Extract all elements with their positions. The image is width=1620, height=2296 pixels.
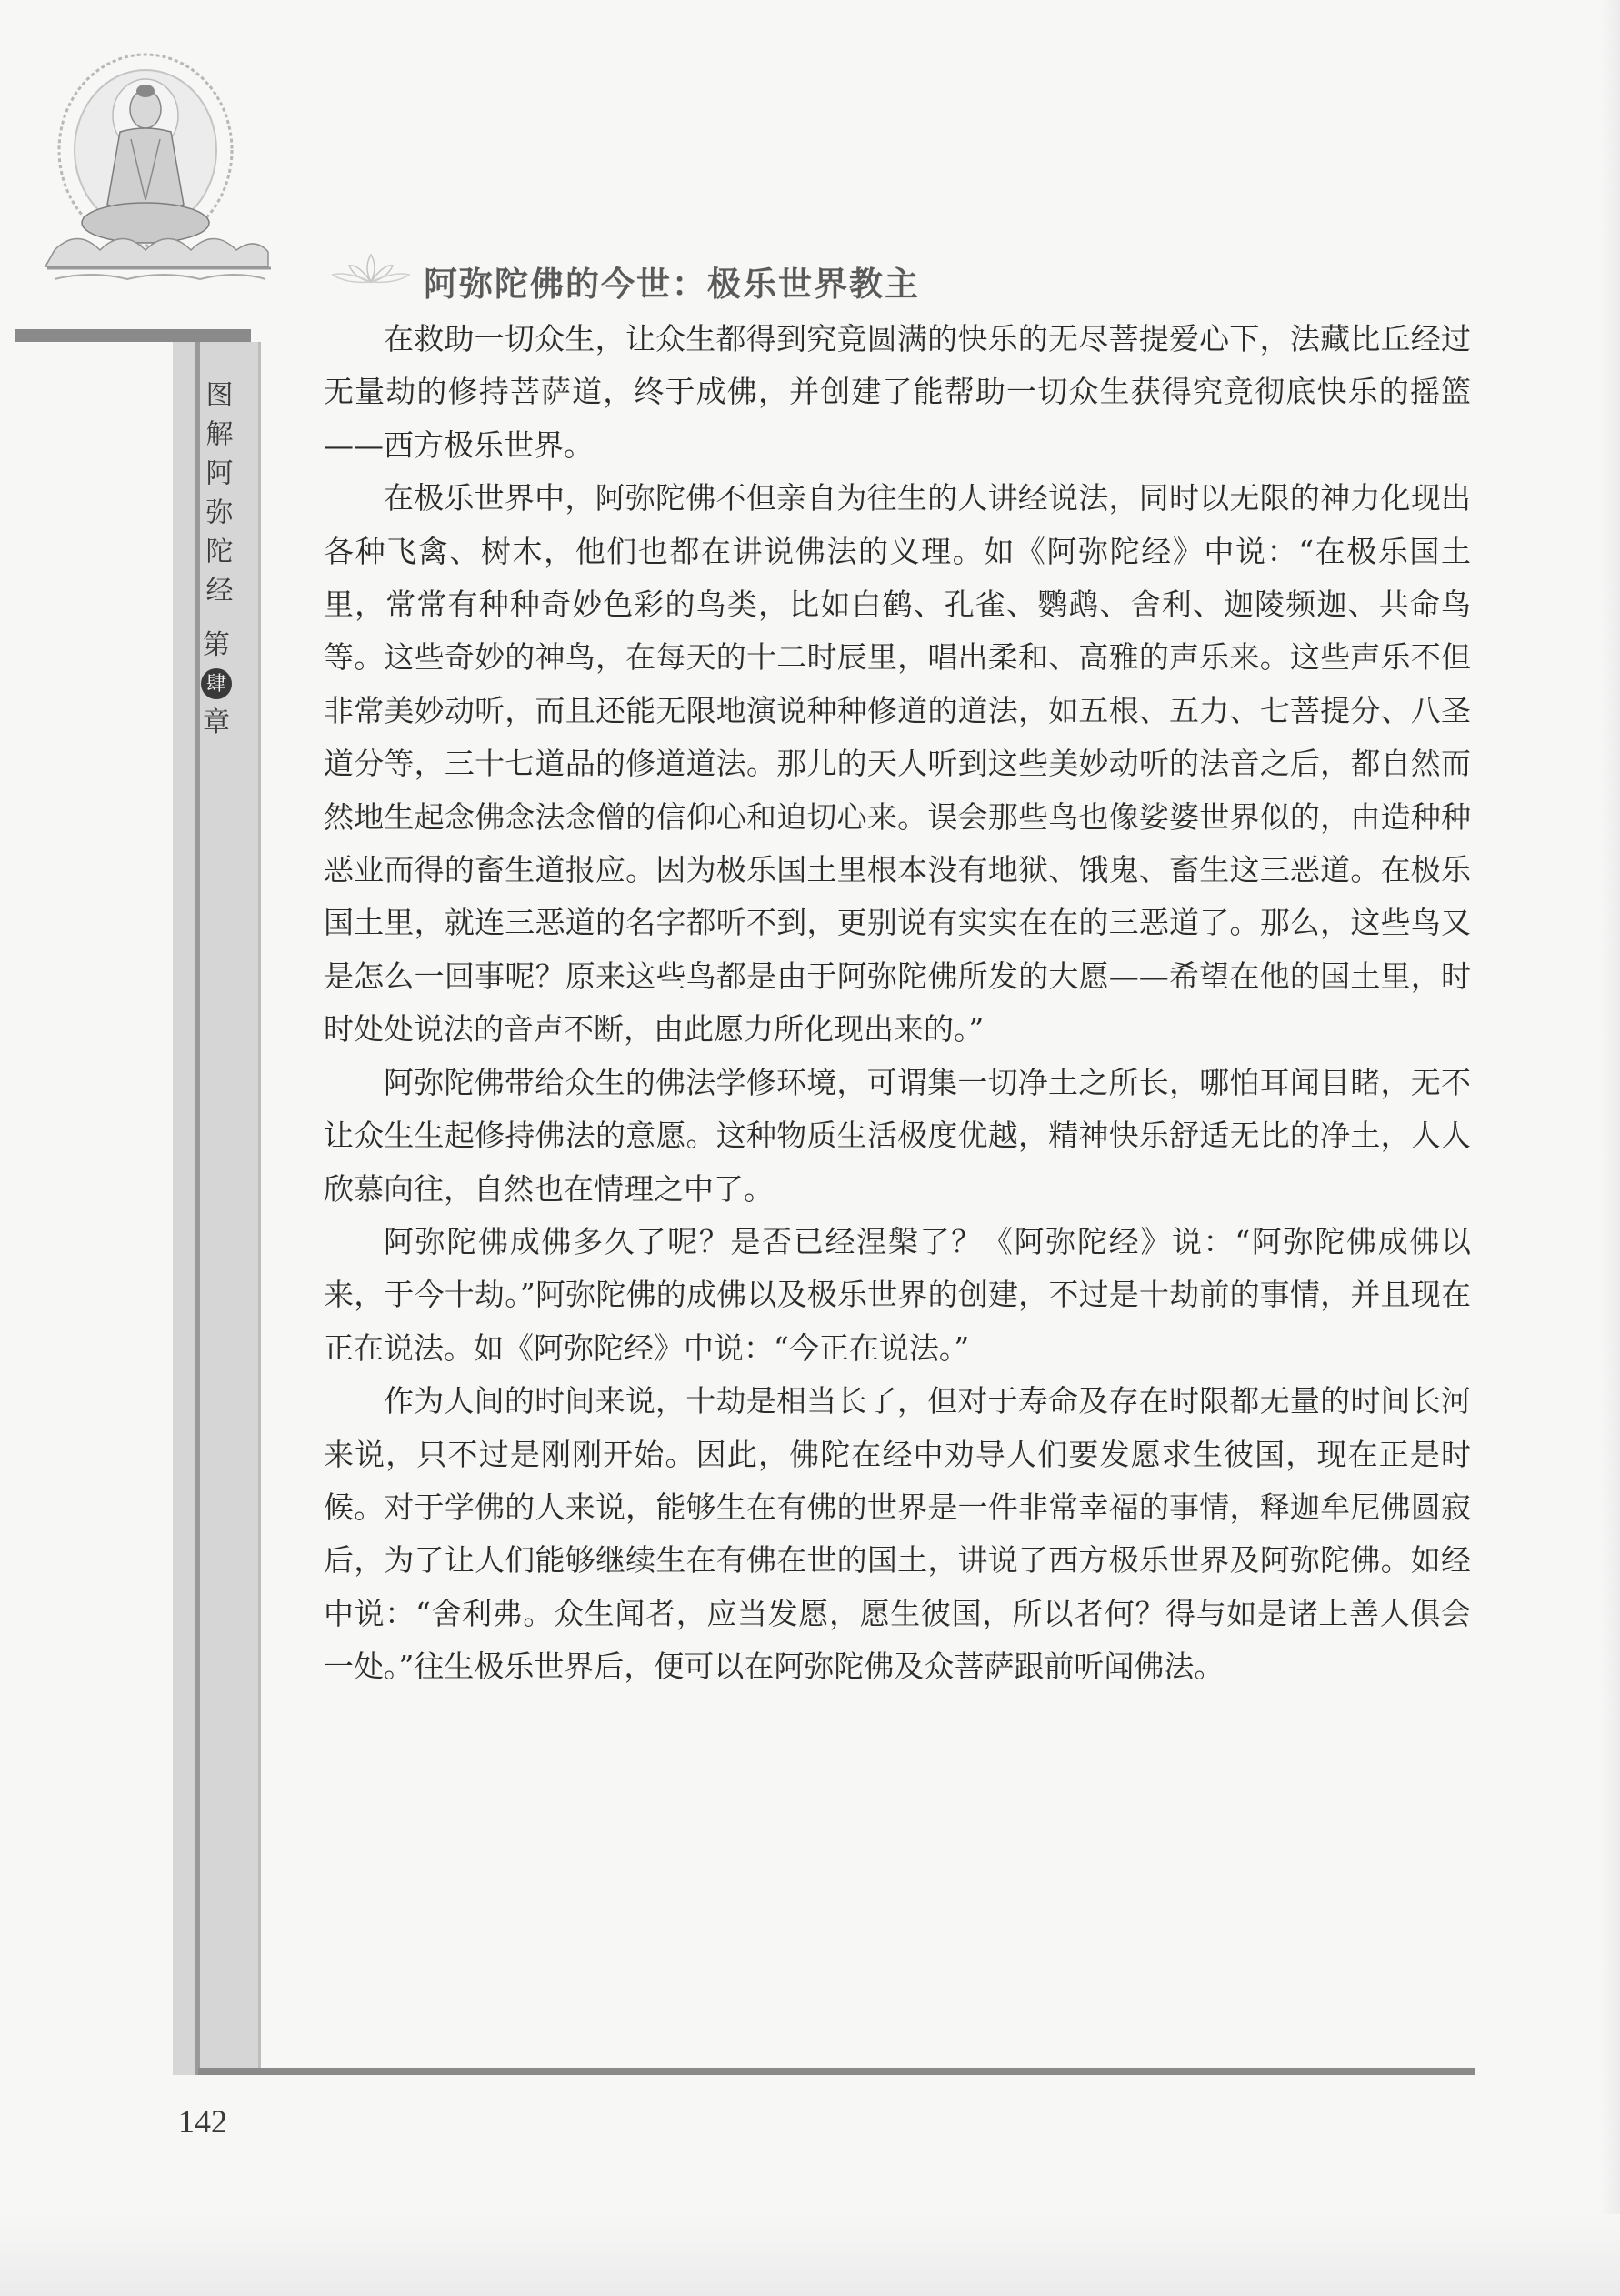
paragraph: 在极乐世界中，阿弥陀佛不但亲自为往生的人讲经说法，同时以无限的神力化现出各种飞禽、树木，他们也都在讲说佛法的义理。如《阿弥陀经》中说：“在极乐国土里，常常有种种奇妙色彩的鸟类，比如白鹤、孔雀、鹦鹉、舍利、迦陵频迦、共命鸟等。这些奇妙的神鸟，在每天的十二时辰里，唱出柔和、高雅的声乐来。这些声乐不但非常美妙动听，而且还能无限地演说种种修道的道法，如五根、五力、七菩提分、八圣道分等，三十七道品的修道道法。那儿的天人听到这些美妙动听的法音之后，都自然而然地生起念佛念法念僧的信仰心和迫切心来。误会那些鸟也像娑婆世界似的，由造种种恶业而得的畜生道报应。因为极乐国土里根本没有地狱、饿鬼、畜生这三恶道。在极乐国土里，就连三恶道的名字都听不到，更别说有实实在在的三恶道了。那么，这些鸟又是怎么一回事呢？原来这些鸟都是由于阿弥陀佛所发的大愿——希望在他的国土里，时时处处说法的音声不断，由此愿力所化现出来的。”	[324, 480, 1471, 1048]
scan-edge-bottom	[0, 2214, 1620, 2296]
chapter-number: 肆	[201, 668, 232, 699]
scan-edge-right	[1600, 0, 1620, 2296]
body-text	[324, 313, 1471, 1694]
paragraph: 阿弥陀佛带给众生的佛法学修环境，可谓集一切净土之所长，哪怕耳闻目睹，无不让众生生起修持佛法的意愿。这种物质生活极度优越，精神快乐舒适无比的净土，人人欣慕向往，自然也在情理之中了。	[324, 1064, 1471, 1207]
top-left-rule	[15, 329, 251, 342]
page-number: 142	[178, 2103, 227, 2140]
paragraph: 作为人间的时间来说，十劫是相当长了，但对于寿命及存在时限都无量的时间长河来说，只不过是刚刚开始。因此，佛陀在经中劝导人们要发愿求生彼国，现在正是时候。对于学佛的人来说，能够生在有佛的世界是一件非常幸福的事情，释迦牟尼佛圆寂后，为了让人们能够继续生在有佛在世的国土，讲说了西方极乐世界及阿弥陀佛。如经中说：“舍利弗。众生闻者，应当发愿，愿生彼国，所以者何？得与如是诸上善人俱会一处。”往生极乐世界后，便可以在阿弥陀佛及众菩萨跟前听闻佛法。	[324, 1383, 1471, 1685]
book-title: 图解阿弥陀经	[200, 380, 233, 615]
paragraph: 阿弥陀佛成佛多久了呢？是否已经涅槃了？《阿弥陀经》说：“阿弥陀佛成佛以来，于今十劫。”阿弥陀佛的成佛以及极乐世界的创建，不过是十劫前的事情，并且现在正在说法。如《阿弥陀经》中说：“今正在说法。”	[324, 1223, 1471, 1366]
running-head	[198, 380, 235, 742]
chapter-prefix: 第	[203, 629, 230, 661]
lotus-icon	[325, 251, 416, 287]
paragraph: 在救助一切众生，让众生都得到究竟圆满的快乐的无尽菩提爱心下，法藏比丘经过无量劫的修持菩萨道，终于成佛，并创建了能帮助一切众生获得究竟彻底快乐的摇篮——西方极乐世界。	[324, 321, 1471, 463]
buddha-emblem-icon	[36, 41, 282, 314]
chapter-label	[201, 626, 232, 742]
bottom-rule	[198, 2068, 1475, 2075]
chapter-suffix: 章	[203, 707, 230, 738]
section-title: 阿弥陀佛的今世：极乐世界教主	[424, 265, 920, 304]
